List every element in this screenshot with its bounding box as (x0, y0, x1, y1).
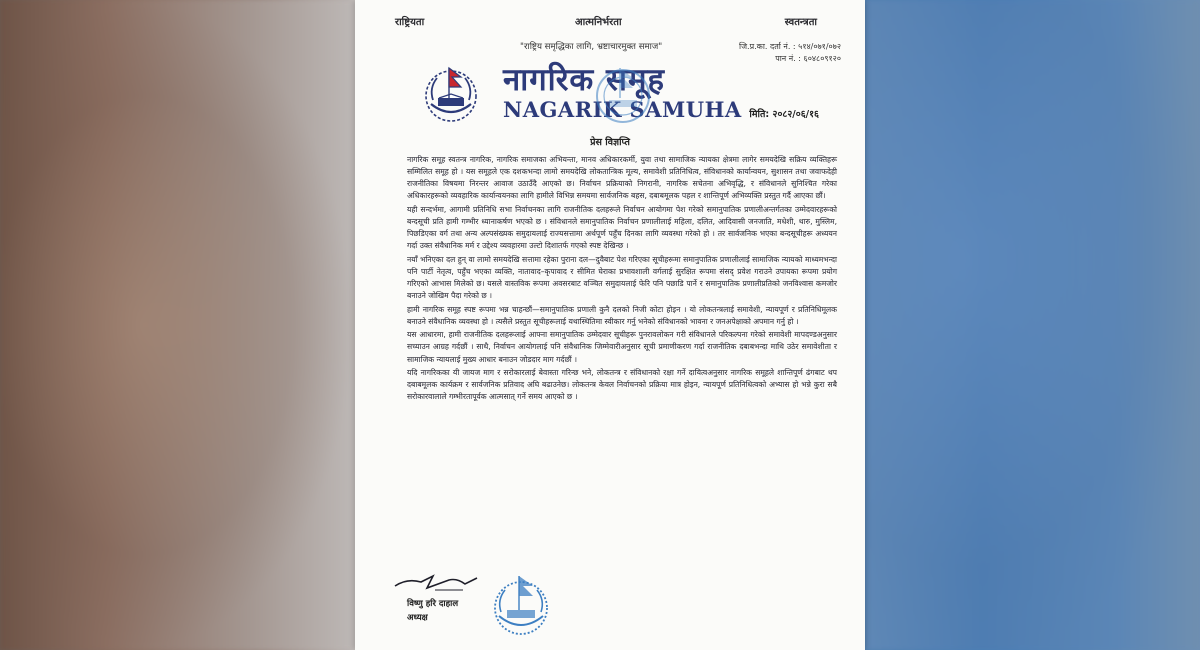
slogan-nationality: राष्ट्रियता (395, 17, 425, 28)
body-paragraph-2: यही सन्दर्भमा, आगामी प्रतिनिधि सभा निर्वाचनका लागि राजनीतिक दलहरूले निर्वाचन आयोगमा पेश गरेको समानुपातिक प्रणालीअन्तर्गतका उम्मेदवारहरूको बन्दसूची प्रति हामी गम्भीर ध्यानाकर्षण भएको छ । संविधानले समानुपातिक निर्वाचन प्रणालीलाई महिला, दलित, आदिवासी जनजाति, मधेशी, थारु, मुस्लिम, पिछडिएका वर्ग तथा अन्य अल्पसंख्यक समुदायलाई राज्यसत्तामा अर्थपूर्ण पहुँच दिनका लागि व्यवस्था गरेको हो । तर सार्वजनिक भएका बन्दसूचीहरू अध्ययन गर्दा उक्त संवैधानिक मर्म र उद्देश्य व्यवहारमा उल्टो दिशातर्फ गएको स्पष्ट देखिन्छ । (407, 204, 837, 251)
pan-number: पान नं. : ६०४८०९१२० (775, 54, 841, 63)
org-seal-stamp-icon (587, 58, 659, 130)
background-blur-left (0, 0, 355, 650)
registration-info (739, 41, 841, 65)
body-paragraph-5: यस आधारमा, हामी राजनीतिक दलहरूलाई आफ्ना समानुपातिक उम्मेदवार सूचीहरू पुनरावलोकन गरी संविधानले परिकल्पना गरेको समावेशी मापदण्डअनुसार सच्याउन आग्रह गर्दछौं । साथै, निर्वाचन आयोगलाई पनि संवैधानिक जिम्मेवारीअनुसार सूची प्रमाणीकरण गर्दा राजनीतिक दबाबभन्दा माथि उठेर समावेशीता र सामाजिक न्यायलाई मुख्य आधार बनाउन जोडदार माग गर्दछौं । (407, 330, 837, 364)
document-title: प्रेस विज्ञप्ति (590, 137, 630, 148)
document-date: मिति: २०८२/०६/१६ (749, 109, 819, 120)
body-paragraph-6: यदि नागरिकका यी जायज माग र सरोकारलाई बेवास्ता गरिन्छ भने, लोकतन्त्र र संविधानको रक्षा गर्ने दायित्वअनुसार नागरिक समूहले शान्तिपूर्ण ढंगबाट थप दबाबमूलक कार्यक्रम र सार्वजनिक प्रतिवाद अघि बढाउनेछ। लोकतन्त्र केवल निर्वाचनको प्रक्रिया मात्र होइन, न्यायपूर्ण प्रतिनिधित्वको अभ्यास हो भन्ने कुरा सबै सरोकारवालाले गम्भीरतापूर्वक आत्मसात् गर्ने समय आएको छ । (407, 368, 837, 402)
registration-number: जि.प्र.का. दर्ता नं. : ५१४/०७१/०७२ (739, 42, 841, 51)
header-slogans (355, 14, 865, 32)
slogan-independence: स्वतन्त्रता (784, 17, 817, 28)
body-paragraph-3: नयाँ भनिएका दल हुन् वा लामो समयदेखि सत्तामा रहेका पुराना दल—दुवैबाट पेश गरिएका सूचीहरूमा समानुपातिक प्रणालीलाई सामाजिक न्यायको माध्यमभन्दा पनि पार्टी नेतृत्व, पहुँच भएका व्यक्ति, नातावाद–कृपावाद र सीमित घेराका प्रभावशाली वर्गलाई सुरक्षित रूपमा संसद् प्रवेश गराउने उपायका रूपमा प्रयोग गरिएको आभास मिलेको छ। यसले वास्तविक रूपमा अवसरबाट वञ्चित समुदायलाई फेरि पनि पछाडि पार्ने र समानुपातिक प्रणालीप्रतिको जनविश्वास कमजोर बनाउने जोखिम पैदा गरेको छ । (407, 254, 837, 301)
org-motto: "राष्ट्रिय समृद्धिका लागि, भ्रष्टाचारमुक्त समाज" (520, 42, 663, 52)
press-release-document (355, 0, 865, 650)
body-paragraph-1: नागरिक समूह स्वतन्त्र नागरिक, नागरिक समाजका अभियन्ता, मानव अधिकारकर्मी, युवा तथा सामाजिक न्यायका क्षेत्रमा लागेर समयदेखि सक्रिय व्यक्तिहरू सम्मिलित समूह हो । यस समूहले एक दशकभन्दा लामो समयदेखि लोकतान्त्रिक मूल्य, समावेशी प्रतिनिधित्व, संविधानको कार्यान्वयन, सुशासन तथा जवाफदेही राजनीतिका विषयमा निरन्तर आवाज उठाउँदै आएको छ। निर्वाचन प्रक्रियाको निगरानी, नागरिक सचेतना अभिवृद्धि, र संविधानले सुनिश्चित गरेका अधिकारहरूको व्यवहारिक कार्यान्वयनका लागि हामीले विभिन्न समयमा सार्वजनिक बहस, दबाबमूलक पहल र शान्तिपूर्ण अभिव्यक्ति प्रस्तुत गर्दै आएका छौं। (407, 155, 837, 201)
slogan-self-reliance: आत्मनिर्भरता (575, 17, 622, 28)
org-logo-emblem-icon (419, 60, 483, 124)
signatory-name: विष्णु हरि दाहाल (407, 599, 459, 609)
body-paragraph-4: हामी नागरिक समूह स्पष्ट रूपमा भन्न चाहन्छौं—समानुपातिक प्रणाली कुनै दलको निजी कोटा होइन । यो लोकतन्त्रलाई समावेशी, न्यायपूर्ण र प्रतिनिधिमूलक बनाउने संवैधानिक व्यवस्था हो । त्यसैले प्रस्तुत सूचीहरूलाई यथास्थितिमा स्वीकार गर्नु भनेको संविधानको भावना र जनअपेक्षाको अपमान गर्नु हो । (407, 304, 837, 326)
signatory-title: अध्यक्ष (407, 613, 428, 623)
org-name-english: NAGARIK SAMUHA (503, 97, 742, 122)
document-body (407, 154, 837, 405)
signature-icon (387, 566, 487, 596)
background-blur-right (865, 0, 1200, 650)
org-name-nepali: नागरिक समूह (503, 62, 665, 98)
seal-stamp-icon (485, 568, 557, 640)
